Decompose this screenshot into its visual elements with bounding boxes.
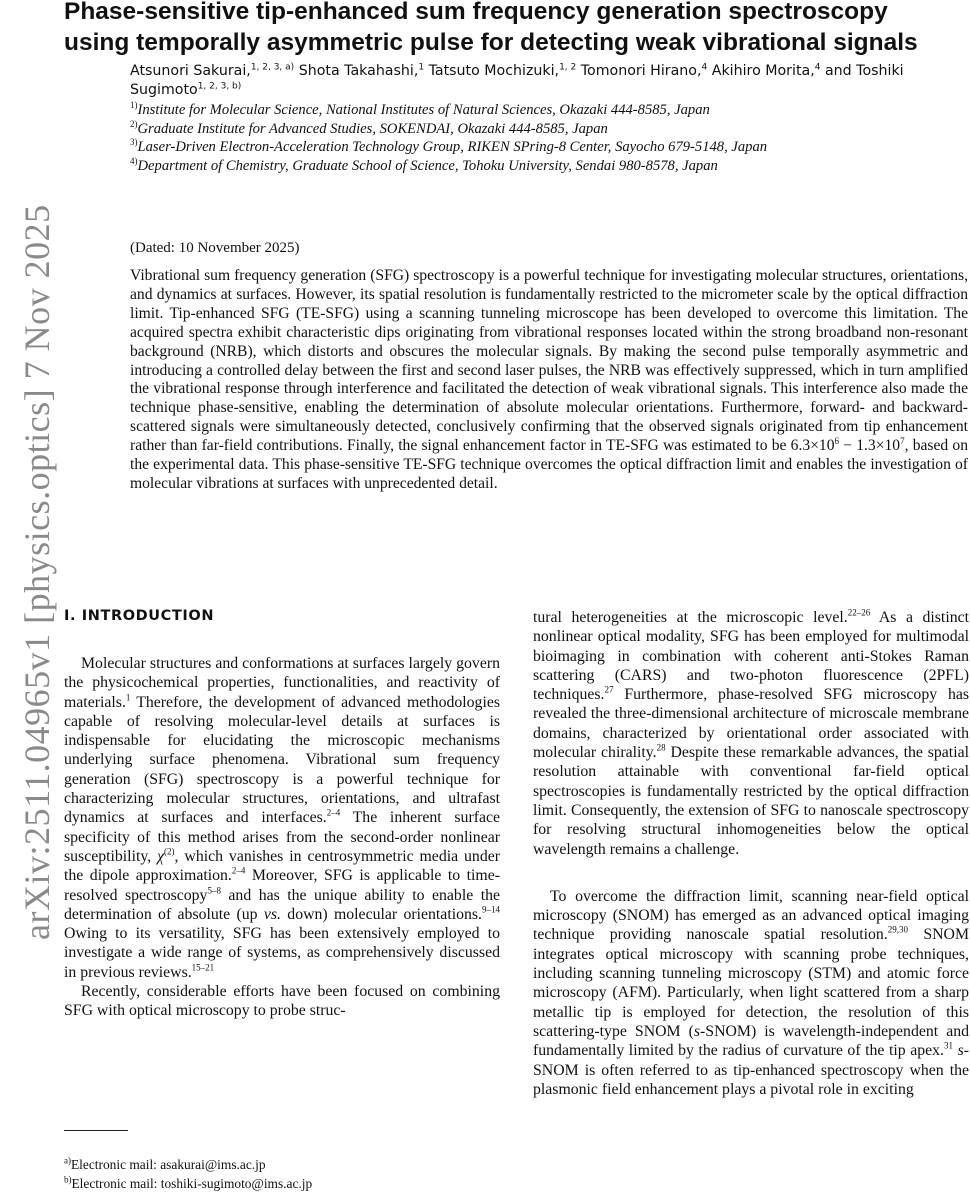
affiliation: [130, 138, 890, 157]
author-name: and Toshiki Sugimoto: [130, 63, 904, 98]
citation[interactable]: 2–4: [326, 808, 341, 819]
text-run: Furthermore, phase-resolved SFG microscopy has revealed the three-dimensional architecture of microscale membrane domains, characterized by orientational order associated with molecular chirality.: [533, 686, 969, 762]
citation[interactable]: 27: [604, 684, 614, 695]
affiliation-text: Graduate Institute for Advanced Studies, SOKENDAI, Okazaki 444-8585, Japan: [137, 120, 608, 137]
text-run: , which vanishes in centrosymmetric media under the dipole approximation.: [64, 847, 501, 885]
affiliation-number: 3): [130, 137, 138, 148]
citation[interactable]: 2–4: [231, 866, 246, 876]
citation[interactable]: 29,30: [887, 925, 909, 936]
text-run: Molecular structures and conformations at surfaces largely govern the physicochemical properties, functionalities, and reactivity of materials.: [64, 655, 500, 711]
text-run: tural heterogeneities at the microscopic level.: [533, 609, 848, 626]
text-run: -SNOM) is wavelength-independent and fundamentally limited by the radius of curvature of the tip apex.: [533, 1022, 970, 1060]
author-name: Shota Takahashi,: [298, 63, 419, 79]
text-run: -SNOM is often referred to as tip-enhanced spectroscopy when the plasmonic field enhancement plays a pivotal role in exciting: [533, 1042, 969, 1098]
enhancement-factor-low: 6.3×10: [790, 437, 835, 455]
right-column: [533, 608, 969, 1099]
affiliation-number: 4): [130, 155, 138, 166]
text-run: SNOM integrates optical microscopy with scanning probe techniques, including scanning tunneling microscopy (STM) and atomic force microscopy (AFM). Particularly, when light scattered from a sharp metallic tip is employed for detection, the resolution of this scattering-type SNOM (: [533, 926, 969, 1040]
text-run: As a distinct nonlinear optical modality, SFG has been employed for multimodal bioimaging in combination with coherent anti-Stokes Raman scattering (CARS) and two-photon fluorescence (2PFL) techniques.: [533, 609, 970, 704]
text-run: The inherent surface specificity of this method arises from the second-order nonlinear susceptibility,: [64, 809, 501, 865]
exponent: 7: [900, 435, 905, 446]
affiliation: [130, 157, 890, 176]
text-run: Therefore, the development of advanced methodologies capable of resolving molecular-level details at surfaces is indispensable for elucidating the microscopic mechanisms underlying surface phenomena. Vibrational sum frequency generation (SFG) spectroscopy is a powerful technique for characterizing molecular structures, orientations, and ultrafast dynamics at surfaces and interfaces.: [64, 693, 500, 827]
exponent: 6: [834, 435, 840, 446]
abstract-text: , based on the experimental data. This phase-sensitive TE-SFG technique overcomes the optical diffraction limit and enables the investigation of molecular vibrations at surfaces with unprecedented detail.: [130, 437, 968, 492]
section-heading-introduction: I. INTRODUCTION: [64, 608, 215, 624]
author-affil-marker: 4: [701, 62, 708, 73]
enhancement-factor-high: − 1.3×10: [839, 437, 901, 455]
affiliation-list: [130, 101, 890, 175]
affiliation: [130, 101, 890, 120]
text-run: down) molecular orientations.: [280, 905, 482, 923]
text-run: and has the unique ability to enable the determination of absolute (up: [64, 886, 500, 923]
affiliation-number: 1): [130, 100, 138, 111]
paragraph: [533, 887, 969, 1099]
footnote-text[interactable]: Electronic mail: toshiki-sugimoto@ims.ac.jp: [71, 1176, 313, 1191]
vs-italic: vs.: [263, 905, 281, 923]
text-run: Despite these remarkable advances, the spatial resolution attainable with conventional far-field optical spectroscopies is fundamentally restricted by the optical diffraction limit. Consequently, the extension of SFG to nanoscale spectroscopy for resolving structural inhomogeneities below the optical wavelength remains a challenge.: [533, 744, 969, 858]
abstract-text: Vibrational sum frequency generation (SFG) spectroscopy is a powerful technique for investigating molecular structures, orientations, and dynamics at surfaces. However, its spatial resolution is fundamentally restricted to the micrometer scale by the optical diffraction limit. Tip-enhanced SFG (TE-SFG) using a scanning tunneling microscope has been developed to overcome this limitation. The acquired spectra exhibit characteristic dips originating from vibrational responses located within the strong broadband non-resonant background (NRB), which distorts and obscures the molecular signals. By making the second pulse temporally asymmetric and introducing a controlled delay between the first and second laser pulses, the NRB was effectively suppressed, which in turn amplified the vibrational response through interference and facilitated the detection of weak vibrational signals. This interference also made the technique phase-sensitive, enabling the determination of absolute molecular orientations. Furthermore, forward- and backward-scattered signals were simultaneously detected, conclusively confirming that the observed signals originated from tip enhancement rather than far-field contributions. Finally, the signal enhancement factor in TE-SFG was estimated to be: [130, 267, 968, 455]
affiliation-number: 2): [130, 118, 138, 129]
paragraph: [64, 654, 500, 982]
footnote-text[interactable]: Electronic mail: asakurai@ims.ac.jp: [71, 1157, 266, 1172]
affiliation-text: Laser-Driven Electron-Acceleration Technology Group, RIKEN SPring-8 Center, Sayocho 679-5148, Japan: [137, 139, 768, 155]
s-italic: s: [693, 1022, 701, 1040]
text-run: To overcome the diffraction limit, scanning near-field optical microscopy (SNOM) has emerged as an advanced optical imaging technique providing nanoscale spatial resolution.: [533, 887, 969, 944]
footnote: [64, 1174, 500, 1193]
citation[interactable]: 1: [125, 692, 131, 703]
text-run: Owing to its versatility, SFG has been extensively employed to investigate a wide range of systems, as comprehensively discussed in previous reviews.: [64, 925, 500, 981]
citation[interactable]: 9–14: [482, 904, 500, 915]
author-name: Tomonori Hirano,: [580, 63, 702, 79]
footnote-mark: a): [64, 1155, 71, 1166]
affiliation-text: Institute for Molecular Science, National Institutes of Natural Sciences, Okazaki 444-8585, Japan: [137, 102, 710, 118]
author-affil-marker: 1, 2, 3, b): [197, 81, 242, 92]
dated-line: (Dated: 10 November 2025): [130, 240, 300, 256]
footnote: [64, 1155, 500, 1174]
paragraph: Recently, considerable efforts have been focused on combining SFG with optical microscopy to probe struc-: [64, 983, 500, 1020]
text-run: Moreover, SFG is applicable to time-resolved spectroscopy: [64, 867, 500, 904]
footnote-rule: [64, 1130, 128, 1131]
left-column: [64, 606, 500, 1021]
author-name: Akihiro Morita,: [711, 63, 815, 79]
affiliation: [130, 120, 890, 139]
author-affil-marker: 1, 2, 3, a): [250, 62, 295, 73]
footnotes: [64, 1155, 500, 1193]
paper-title: Phase-sensitive tip-enhanced sum frequency generation spectroscopy using temporally asymmetric pulse for detecting weak vibrational signals: [64, 0, 918, 56]
author-affil-marker: 1: [418, 62, 425, 73]
chi-order: (2): [164, 846, 175, 857]
author-list: [130, 62, 950, 100]
citation[interactable]: 31: [944, 1040, 954, 1051]
abstract: [130, 267, 968, 494]
citation[interactable]: 22–26: [847, 607, 871, 618]
chi-symbol: χ: [157, 847, 165, 865]
paragraph: [533, 608, 969, 859]
citation[interactable]: 5–8: [207, 885, 221, 896]
author-affil-marker: 4: [814, 62, 821, 73]
citation[interactable]: 28: [656, 742, 666, 753]
affiliation-text: Department of Chemistry, Graduate School of Science, Tohoku University, Sendai 980-8578, Japan: [137, 157, 718, 174]
footnote-mark: b): [64, 1174, 72, 1185]
author-name: Tatsuto Mochizuki,: [428, 63, 560, 79]
s-italic: s: [957, 1042, 964, 1060]
author-name: Atsunori Sakurai,: [130, 63, 251, 79]
arxiv-identifier: arXiv:2511.04965v1 [physics.optics] 7 Nov 2025: [17, 204, 57, 940]
author-affil-marker: 1, 2: [559, 62, 577, 73]
citation[interactable]: 15–21: [191, 962, 215, 973]
